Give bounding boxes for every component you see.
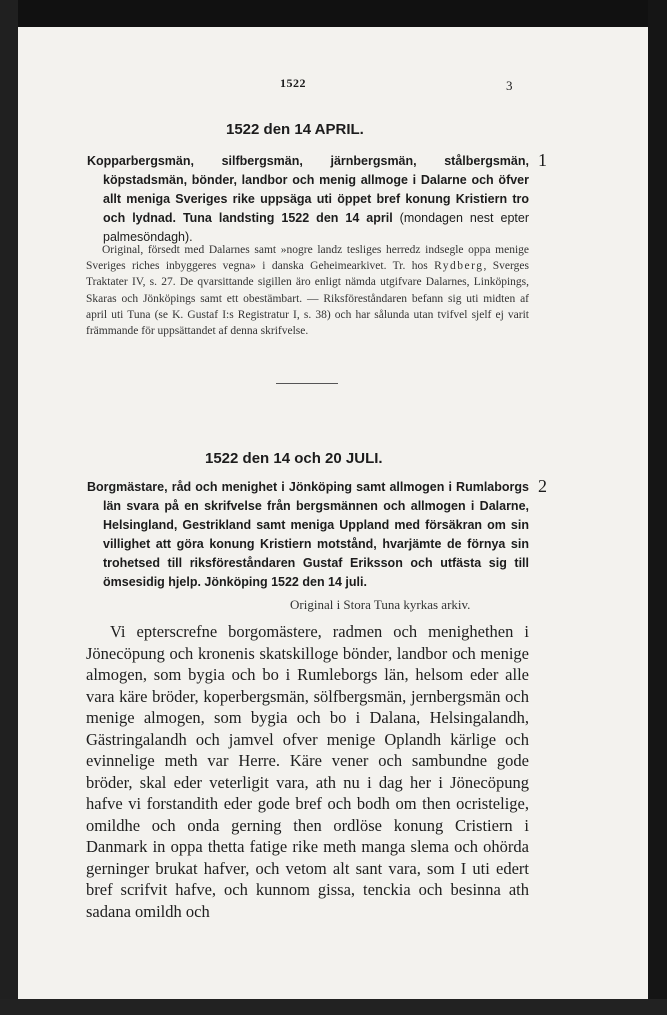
scan-border-bottom [0,999,667,1015]
entry-1-number: 1 [538,150,547,170]
entry-1-note [86,242,529,339]
scan-border-left [0,0,18,1015]
entry-1-note-part1: Original, försedt med Dalarnes samt »nogre landz tesliges herredz indsegle oppa menige Sveriges riches inbyggeres vegna» i danska Geheimearkivet. Tr. hos [86,244,529,273]
entry-1-summary [87,152,529,247]
entry-1-note-part2: , Sverges Traktater IV, s. 27. De qvarsittande sigillen äro enligt nämda utgifvare Dalarnes, Linköpings, Skaras och Jönköpings samt ett obestämbart. — Riksföreståndaren befann sig uti midten af april uti Tuna (se K. Gustaf I:s Registratur I, s. 38) och har sålunda utan tvifvel sjelf ej varit främmande för uppsättandet af denna skrifvelse. [86,260,529,338]
entry-2-number: 2 [538,476,547,496]
running-head: 1522 [280,76,306,90]
scan-border-top [0,0,667,27]
entry-1-summary-note: (mondagen nest epter palmesöndagh). [103,211,529,244]
scan-border-right [648,0,667,1015]
page-number: 3 [506,78,513,93]
entry-1-note-name: Rydberg [434,260,484,273]
entry-2-source: Original i Stora Tuna kyrkas arkiv. [290,597,471,612]
entry-1-title: 1522 den 14 APRIL. [226,121,364,138]
entry-1-summary-text: Kopparbergsmän, silfbergsmän, järnbergsmän, stålbergsmän, köpstadsmän, bönder, landbor och menig allmoge i Dalarne och öfver allt meniga Sveriges rike uppsäga uti öppet bref konung Kristiern tro och lydnad. Tuna landsting 1522 den 14 april [87,154,529,225]
section-divider [276,383,338,384]
entry-2-summary: Borgmästare, råd och menighet i Jönköping samt allmogen i Rumlaborgs län svara på en skrifvelse från bergsmännen och allmogen i Dalarne, Helsingland, Gestrikland samt meniga Uppland med försäkran om sin villighet att göra konung Kristiern motstånd, hvarjämte de förnya sin trohetsed till riksföreståndaren Gustaf Eriksson och utfästa sig till ömsesidig hjelp. Jönköping 1522 den 14 juli. [87,480,529,589]
entry-2-letter-text: Vi epterscrefne borgomästere, radmen och menighethen i Jönecöpung och kronenis skatskilloge bönder, landbor och menige almogen, som bygia och bo i Rumleborgs län, helsom eder alle vara käre bröder, koperbergsmän, sölfbergsmän, jernbergsmän och menige almogen, som bygia och bo i Dalana, Helsingalandh, Gästringalandh och jamvel ofver menige Oplandh kärlige och evinnelige meth var Herre. Käre vener och sambundne gode bröder, skal eder veterligit vara, ath nu i dag her i Jönecöpung hafve vi forstandith eder gode bref och bodh om then ocristelige, omildhe och onda gerning then ordlöse konung Cristiern i Danmark in oppa thetta fatige rike meth manga slema och ohörda gerninger brukat hafver, och vetom alt sant vara, som I uti edert bref scrifvit hafve, och kunnom gissa, tenckia och besinna ath sadana omildh och [86,622,529,921]
entry-2-title: 1522 den 14 och 20 JULI. [205,450,383,467]
